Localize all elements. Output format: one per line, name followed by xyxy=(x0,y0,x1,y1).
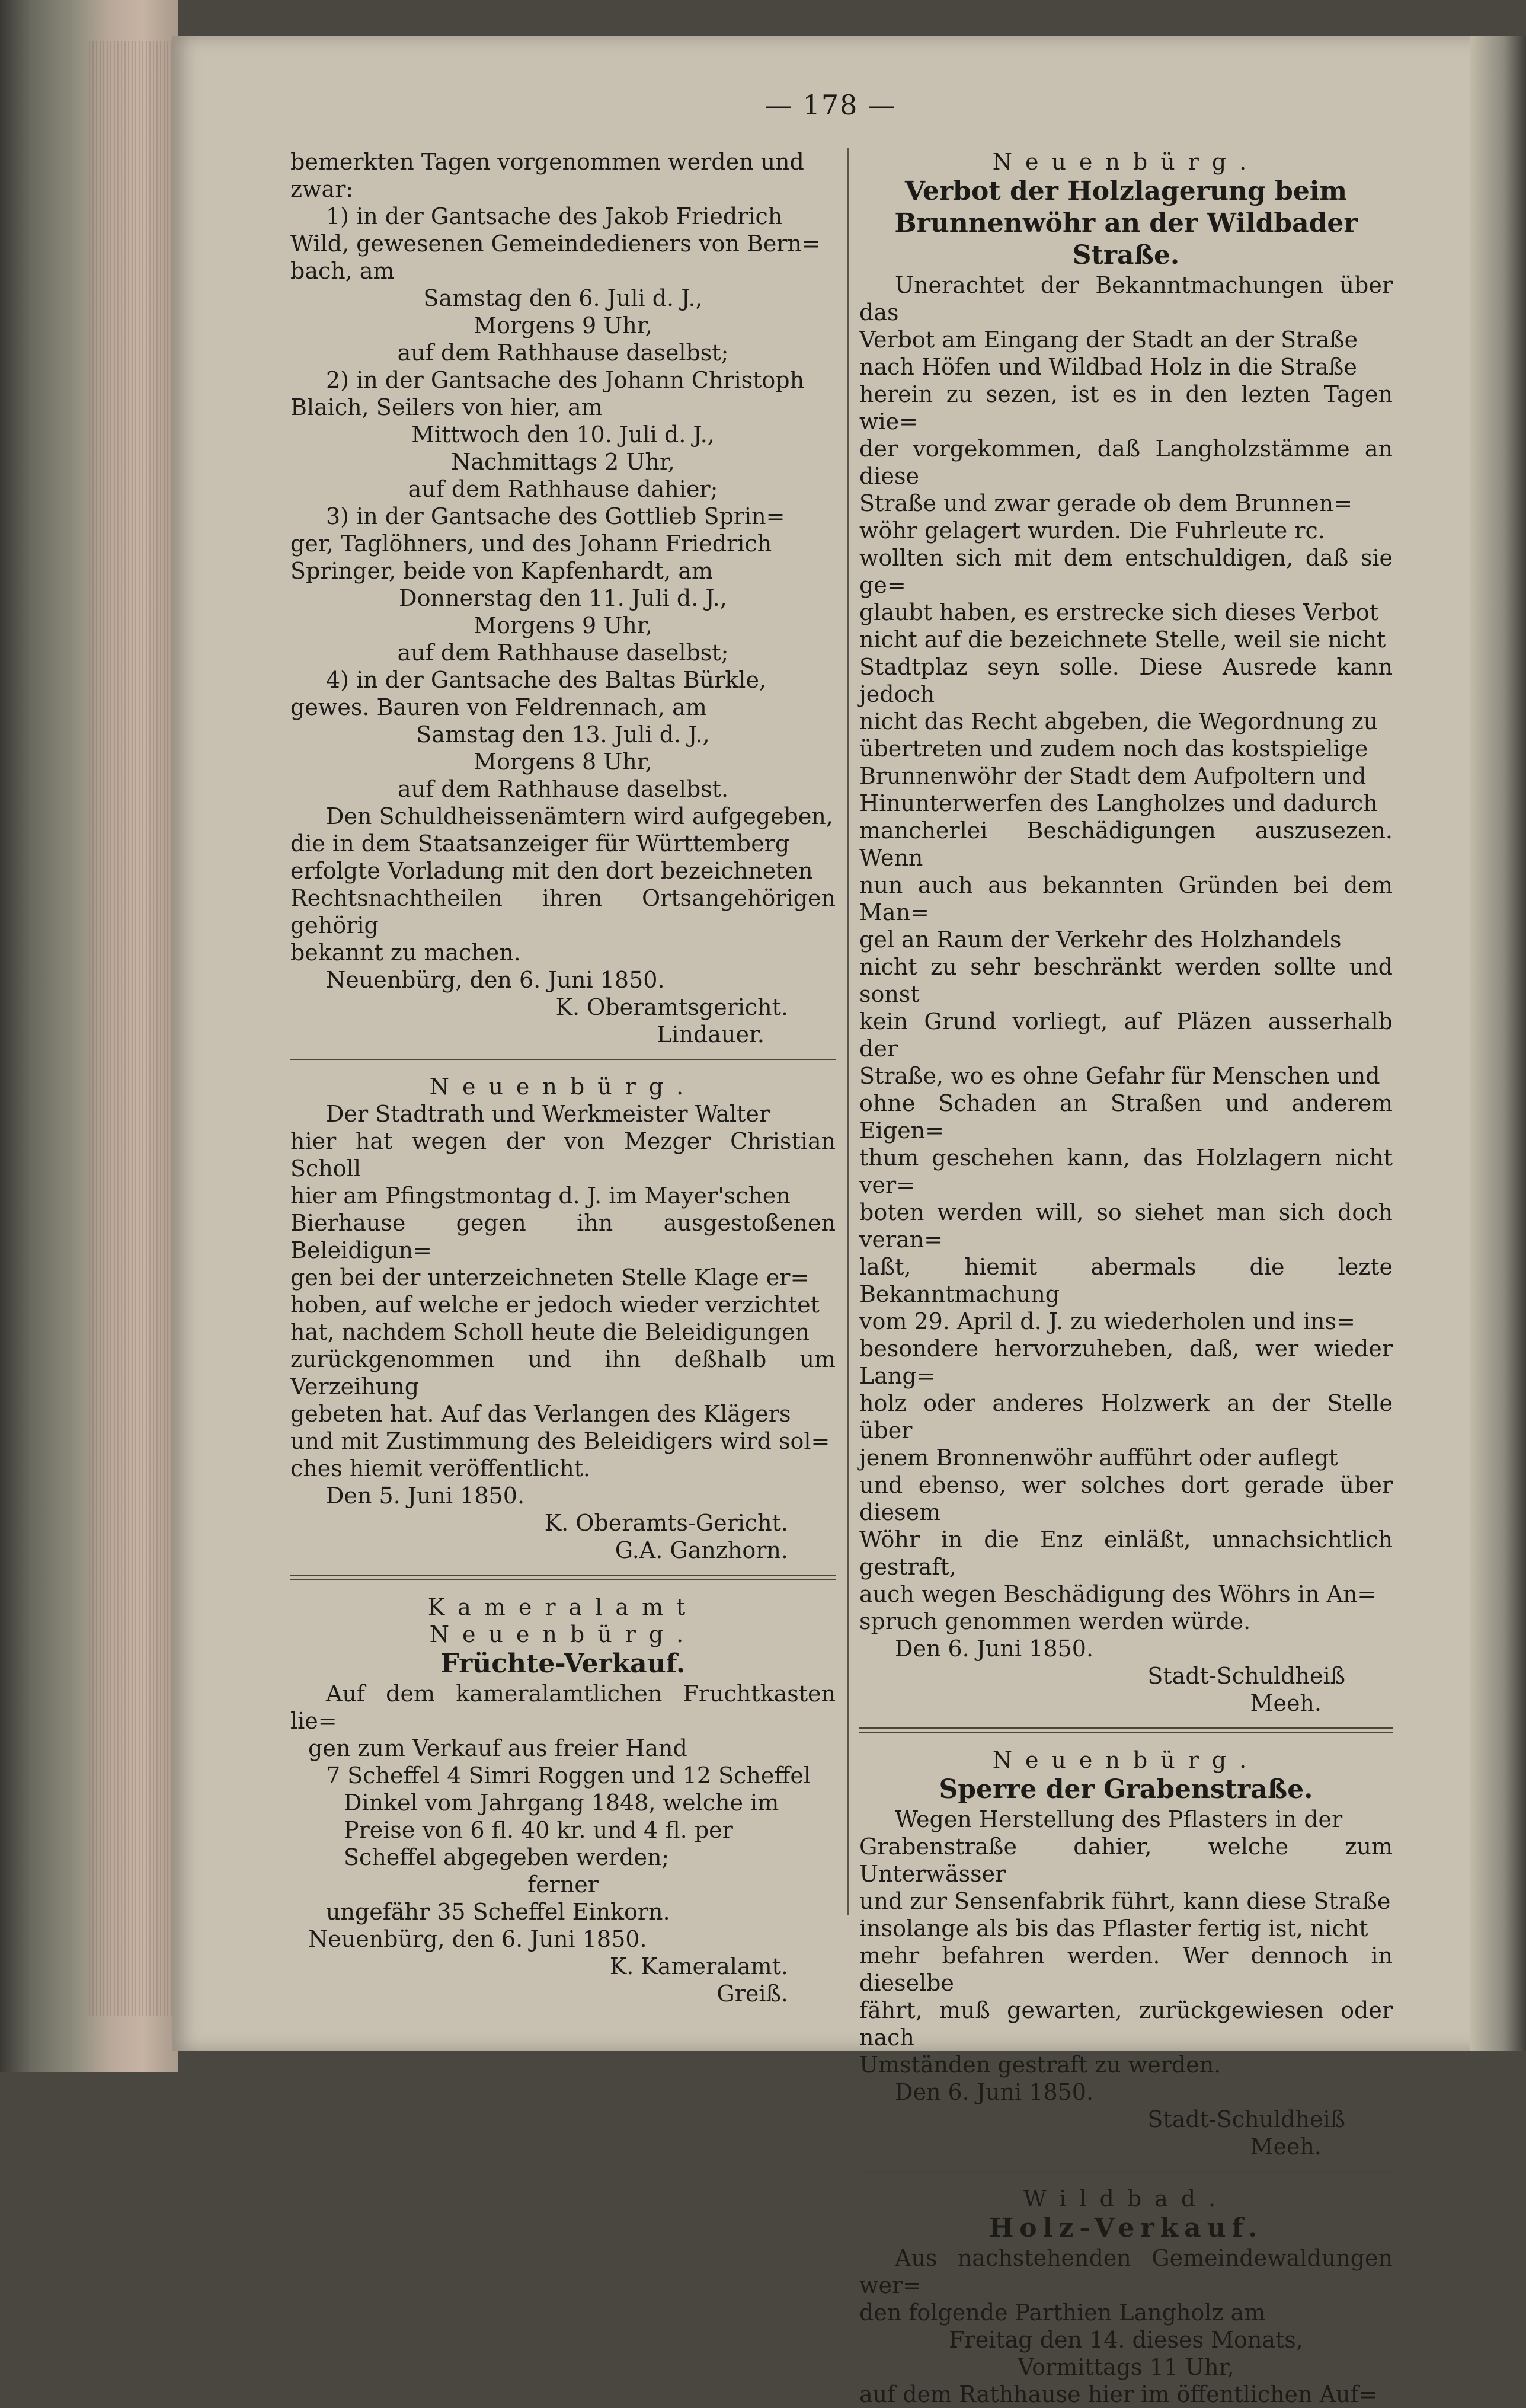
text-line: Umständen gestraft zu werden. xyxy=(859,2052,1221,2078)
left-column xyxy=(290,148,836,2007)
text-line: ger, Taglöhners, und des Johann Friedrich xyxy=(290,531,772,557)
time-line: Morgens 8 Uhr, xyxy=(474,749,652,775)
signature-office: K. Oberamtsgericht. xyxy=(555,994,788,1020)
notice-title: Sperre der Grabenstraße. xyxy=(939,1774,1313,1805)
text-line: erfolgte Vorladung mit den dort bezeichneten xyxy=(290,858,813,884)
notice-timber-ban xyxy=(859,148,1393,1717)
text-line: hier hat wegen der von Mezger Christian Scholl xyxy=(290,1128,836,1181)
text-line: nicht auf die bezeichnete Stelle, weil sie nicht xyxy=(859,627,1386,653)
date-line: Donnerstag den 11. Juli d. J., xyxy=(399,585,727,611)
text-line: gen bei der unterzeichneten Stelle Klage er= xyxy=(290,1264,810,1291)
text-line: mancherlei Beschädigungen auszusezen. Wenn xyxy=(859,817,1393,871)
notice-place: Neuenbürg. xyxy=(992,1747,1260,1773)
text-line: mehr befahren werden. Wer dennoch in dieselbe xyxy=(859,1943,1393,1996)
text-line: und mit Zustimmung des Beleidigers wird sol= xyxy=(290,1428,830,1454)
text-line: Der Stadtrath und Werkmeister Walter xyxy=(326,1101,770,1127)
date-line: Freitag den 14. dieses Monats, xyxy=(949,2327,1303,2353)
text-line: ferner xyxy=(527,1872,599,1898)
place-date: Neuenbürg, den 6. Juni 1850. xyxy=(326,967,665,993)
location-line: auf dem Rathhause daselbst; xyxy=(397,640,729,666)
text-line: auf dem Rathhause hier im öffentlichen Auf= xyxy=(859,2381,1378,2407)
section-rule xyxy=(859,2171,1393,2172)
text-line: jenem Bronnenwöhr aufführt oder auflegt xyxy=(859,1445,1338,1471)
notice-place: Neuenbürg. xyxy=(992,149,1260,175)
text-line: gebeten hat. Auf das Verlangen des Klägers xyxy=(290,1401,791,1427)
location-line: auf dem Rathhause dahier; xyxy=(408,476,718,502)
sale-item-line: 7 Scheffel 4 Simri Roggen und 12 Scheffel xyxy=(326,1762,811,1789)
text-line: 4) in der Gantsache des Baltas Bürkle, xyxy=(326,667,767,693)
notice-date: Den 6. Juni 1850. xyxy=(895,1636,1094,1662)
column-divider xyxy=(847,148,849,1915)
place-date: Neuenbürg, den 6. Juni 1850. xyxy=(308,1926,647,1952)
text-line: Rechtsnachtheilen ihren Ortsangehörigen gehörig xyxy=(290,885,836,938)
sale-item-line: Dinkel vom Jahrgang 1848, welche im xyxy=(344,1790,779,1816)
section-rule-double xyxy=(859,1727,1393,1733)
text-line: Unerachtet der Bekanntmachungen über das xyxy=(859,272,1393,325)
sale-item-line: ungefähr 35 Scheffel Einkorn. xyxy=(326,1899,670,1925)
signature-name: Meeh. xyxy=(1250,1690,1322,1716)
date-line: Samstag den 6. Juli d. J., xyxy=(423,285,703,311)
notice-title: Holz-Verkauf. xyxy=(988,2213,1263,2243)
time-line: Morgens 9 Uhr, xyxy=(474,612,652,638)
text-line: auch wegen Beschädigung des Wöhrs in An= xyxy=(859,1581,1377,1607)
text-line: gen zum Verkauf aus freier Hand xyxy=(308,1735,687,1761)
text-line: holz oder anderes Holzwerk an der Stelle über xyxy=(859,1390,1393,1443)
text-line: den folgende Parthien Langholz am xyxy=(859,2300,1266,2326)
page-number: — 178 — xyxy=(764,89,897,121)
text-line: besondere hervorzuheben, daß, wer wieder Lang= xyxy=(859,1336,1393,1389)
notice-date: Den 6. Juni 1850. xyxy=(895,2079,1094,2105)
text-line: glaubt haben, es erstrecke sich dieses Verbot xyxy=(859,599,1378,625)
text-line: hoben, auf welche er jedoch wieder verzichtet xyxy=(290,1292,820,1318)
text-line: fährt, muß gewarten, zurückgewiesen oder nach xyxy=(859,1997,1393,2051)
text-line: laßt, hiemit abermals die lezte Bekanntmachung xyxy=(859,1254,1393,1307)
text-line: 1) in der Gantsache des Jakob Friedrich xyxy=(326,203,783,229)
text-line: die in dem Staatsanzeiger für Württemberg xyxy=(290,831,790,857)
page-stack-edges xyxy=(89,41,172,2016)
time-line: Morgens 9 Uhr, xyxy=(474,312,652,338)
section-rule xyxy=(290,1059,836,1060)
text-line: Hinunterwerfen des Langholzes und dadurch xyxy=(859,790,1378,816)
notice-insult-withdrawal xyxy=(290,1073,836,1564)
notice-title: Früchte-Verkauf. xyxy=(440,1649,686,1679)
text-line: hat, nachdem Scholl heute die Beleidigungen xyxy=(290,1319,810,1345)
notice-place: Kameralamt Neuenbürg. xyxy=(427,1594,699,1647)
sale-item-line: Preise von 6 fl. 40 kr. und 4 fl. per xyxy=(344,1817,733,1843)
notice-title: Verbot der Holzlagerung beim xyxy=(904,176,1348,206)
text-line: zurückgenommen und ihn deßhalb um Verzeihung xyxy=(290,1346,836,1400)
text-line: Stadtplaz seyn solle. Diese Ausrede kann jedoch xyxy=(859,654,1393,707)
text-line: Wegen Herstellung des Pflasters in der xyxy=(895,1806,1343,1832)
text-line: spruch genommen werden würde. xyxy=(859,1608,1251,1634)
text-line: Aus nachstehenden Gemeindewaldungen wer= xyxy=(859,2245,1393,2298)
section-rule-double xyxy=(290,1575,836,1580)
signature-office: K. Kameralamt. xyxy=(609,1953,788,1979)
text-line: 2) in der Gantsache des Johann Christoph xyxy=(326,367,805,393)
text-line: Blaich, Seilers von hier, am xyxy=(290,394,603,420)
text-line: bemerkten Tagen vorgenommen werden und xyxy=(290,149,804,175)
text-line: nun auch aus bekannten Gründen bei dem Man= xyxy=(859,872,1393,925)
text-line: boten werden will, so siehet man sich doch veran= xyxy=(859,1199,1393,1253)
date-line: Samstag den 13. Juli d. J., xyxy=(416,721,710,748)
right-column xyxy=(859,148,1393,2408)
signature-name: G.A. Ganzhorn. xyxy=(615,1537,788,1563)
text-line: und ebenso, wer solches dort gerade über diesem xyxy=(859,1472,1393,1525)
text-line: Verbot am Eingang der Stadt an der Straße xyxy=(859,327,1358,353)
date-line: Mittwoch den 10. Juli d. J., xyxy=(411,421,715,448)
time-line: Vormittags 11 Uhr, xyxy=(1018,2354,1234,2380)
text-line: gewes. Bauren von Feldrennach, am xyxy=(290,694,707,720)
notice-title: Straße. xyxy=(1072,240,1180,270)
time-line: Nachmittags 2 Uhr, xyxy=(451,449,675,475)
notice-date: Den 5. Juni 1850. xyxy=(326,1483,525,1509)
text-line: wöhr gelagert wurden. Die Fuhrleute rc. xyxy=(859,518,1325,544)
text-line: bach, am xyxy=(290,258,395,284)
text-line: Straße und zwar gerade ob dem Brunnen= xyxy=(859,490,1352,516)
sale-item-line: Scheffel abgegeben werden; xyxy=(344,1844,670,1870)
signature-office: Stadt-Schuldheiß xyxy=(1147,1663,1345,1689)
notice-place: Wildbad. xyxy=(1023,2186,1229,2212)
notice-title: Brunnenwöhr an der Wildbader xyxy=(894,208,1358,238)
location-line: auf dem Rathhause daselbst. xyxy=(397,776,729,802)
signature-name: Meeh. xyxy=(1250,2134,1322,2160)
signature-name: Greiß. xyxy=(716,1981,788,2007)
text-line: nach Höfen und Wildbad Holz in die Straße xyxy=(859,354,1357,380)
text-line: zwar: xyxy=(290,176,354,202)
signature-name: Lindauer. xyxy=(657,1021,764,1047)
text-line: insolange als bis das Pflaster fertig ist, nicht xyxy=(859,1915,1368,1941)
text-line: Auf dem kameralamtlichen Fruchtkasten lie= xyxy=(290,1681,836,1734)
text-line: und zur Sensenfabrik führt, kann diese Straße xyxy=(859,1888,1391,1914)
text-line: Wöhr in die Enz einläßt, unnachsichtlich gestraft, xyxy=(859,1526,1393,1580)
text-line: der vorgekommen, daß Langholzstämme an diese xyxy=(859,436,1393,489)
text-line: nicht zu sehr beschränkt werden sollte und sonst xyxy=(859,954,1393,1007)
text-line: ohne Schaden an Straßen und anderem Eigen= xyxy=(859,1090,1393,1144)
notice-street-closure xyxy=(859,1746,1393,2160)
signature-office: Stadt-Schuldheiß xyxy=(1147,2106,1345,2132)
text-line: bekannt zu machen. xyxy=(290,940,521,966)
text-line: nicht das Recht abgeben, die Wegordnung zu xyxy=(859,708,1378,734)
text-line: 3) in der Gantsache des Gottlieb Sprin= xyxy=(326,503,785,529)
text-line: Grabenstraße dahier, welche zum Unterwässer xyxy=(859,1834,1393,1887)
text-line: Wild, gewesenen Gemeindedieners von Bern= xyxy=(290,231,821,257)
notice-grain-sale xyxy=(290,1593,836,2007)
text-line: Springer, beide von Kapfenhardt, am xyxy=(290,558,714,584)
text-line: vom 29. April d. J. zu wiederholen und ins= xyxy=(859,1308,1355,1334)
location-line: auf dem Rathhause daselbst; xyxy=(397,340,729,366)
text-line: wollten sich mit dem entschuldigen, daß sie ge= xyxy=(859,545,1393,598)
text-line: hier am Pfingstmontag d. J. im Mayer'schen xyxy=(290,1183,791,1209)
notice-timber-sale xyxy=(859,2185,1393,2408)
text-line: ches hiemit veröffentlicht. xyxy=(290,1455,591,1481)
text-line: übertreten und zudem noch das kostspielige xyxy=(859,736,1368,762)
text-line: Brunnenwöhr der Stadt dem Aufpoltern und xyxy=(859,763,1367,789)
gant-notice-continuation xyxy=(290,148,836,1048)
notice-place: Neuenbürg. xyxy=(429,1074,697,1100)
text-line: gel an Raum der Verkehr des Holzhandels xyxy=(859,927,1342,953)
text-line: kein Grund vorliegt, auf Pläzen ausserhalb der xyxy=(859,1008,1393,1062)
text-line: herein zu sezen, ist es in den lezten Tagen wie= xyxy=(859,381,1393,435)
text-line: thum geschehen kann, das Holzlagern nicht ver= xyxy=(859,1145,1393,1198)
text-line: Straße, wo es ohne Gefahr für Menschen und xyxy=(859,1063,1380,1089)
text-line: Bierhause gegen ihn ausgestoßenen Beleidigun= xyxy=(290,1210,836,1263)
signature-office: K. Oberamts-Gericht. xyxy=(544,1510,788,1536)
gutter-shadow xyxy=(1470,36,1526,2051)
text-line: Den Schuldheissenämtern wird aufgegeben, xyxy=(326,803,833,829)
